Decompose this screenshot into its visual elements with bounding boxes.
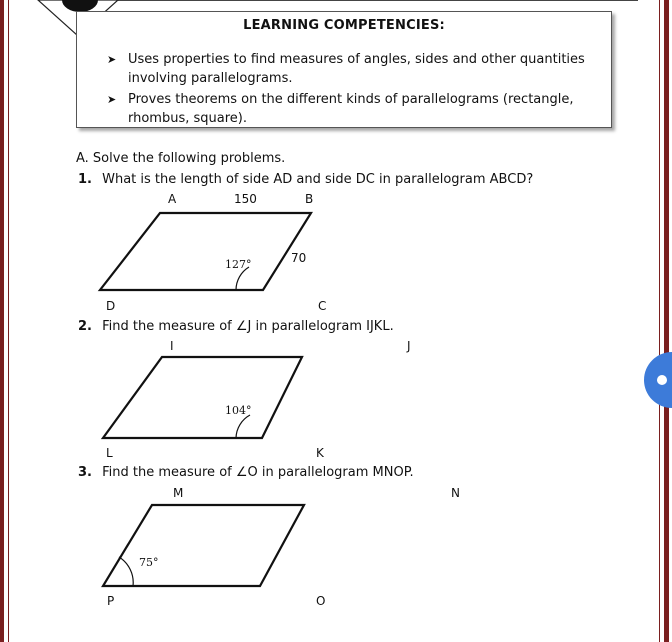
- vertex-label-i: I: [170, 339, 174, 353]
- problem-question: Find the measure of ∠J in parallelogram IJKL.: [102, 319, 394, 334]
- angle-measure-c: 127°: [225, 258, 252, 271]
- vertex-label-p: P: [107, 594, 115, 608]
- section-heading: A. Solve the following problems.: [76, 151, 286, 166]
- vertex-label-m: M: [173, 486, 184, 500]
- parallelogram-mnop-shape: [103, 505, 304, 586]
- vertex-label-l: L: [106, 446, 113, 460]
- vertex-label-a: A: [168, 192, 177, 206]
- competencies-title: LEARNING COMPETENCIES:: [243, 18, 445, 33]
- vertex-label-k: K: [316, 446, 324, 460]
- competency-text: Proves theorems on the different kinds of parallelograms (rectangle, rhombus, square).: [128, 92, 574, 126]
- vertex-label-c: C: [318, 299, 327, 313]
- side-length-bc: 70: [291, 251, 307, 265]
- vertex-label-d: D: [106, 299, 116, 313]
- problem-number: 3.: [78, 465, 92, 480]
- angle-measure-p: 75°: [139, 556, 159, 569]
- vertex-label-j: J: [407, 339, 411, 353]
- problem-number: 1.: [78, 172, 92, 187]
- arrow-bullet-icon: ➤: [107, 53, 117, 66]
- angle-measure-k: 104°: [225, 404, 252, 417]
- problem-question: Find the measure of ∠O in parallelogram MNOP.: [102, 465, 414, 480]
- problem-number: 2.: [78, 319, 92, 334]
- vertex-label-o: O: [316, 594, 326, 608]
- angle-arc-p: [119, 557, 133, 586]
- side-length-ab: 150: [234, 192, 257, 206]
- competency-text: Uses properties to find measures of angles, sides and other quantities involving parallelograms.: [128, 52, 585, 86]
- problem-question: What is the length of side AD and side DC in parallelogram ABCD?: [102, 172, 534, 187]
- arrow-bullet-icon: ➤: [107, 93, 117, 106]
- vertex-label-n: N: [451, 486, 460, 500]
- vertex-label-b: B: [305, 192, 314, 206]
